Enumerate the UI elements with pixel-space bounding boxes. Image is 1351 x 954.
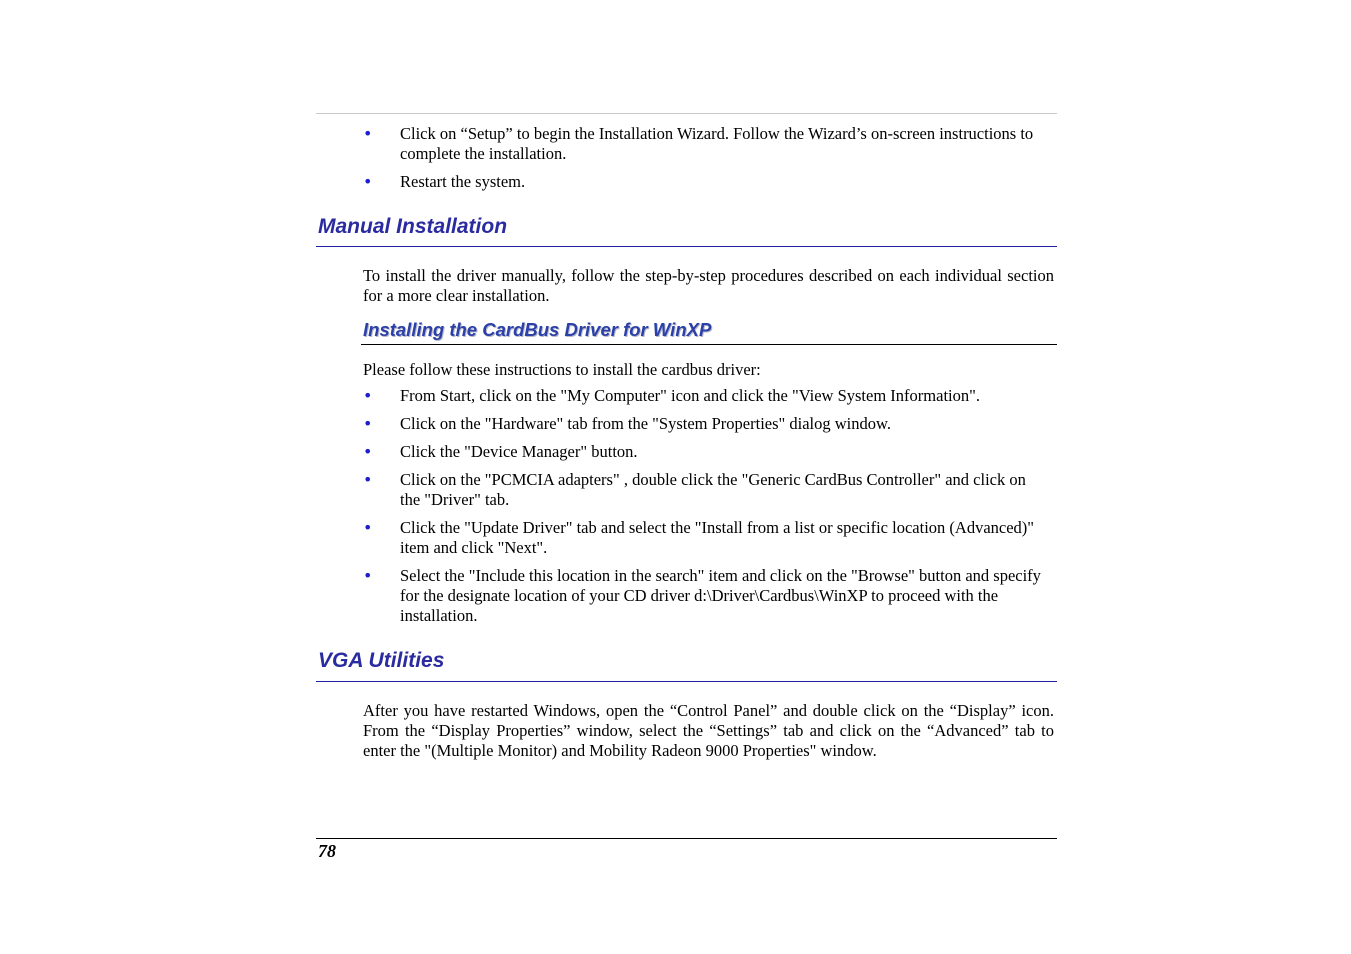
list-item-text: Click on the "PCMCIA adapters" , double click the "Generic CardBus Controller" and click on the "Driver" tab. — [400, 470, 1026, 509]
bullet-icon: • — [363, 386, 373, 405]
footer-rule — [316, 838, 1057, 839]
list-item-text: Click on “Setup” to begin the Installation Wizard. Follow the Wizard’s on-screen instructions to complete the installation. — [400, 124, 1034, 163]
list-item-text: Click the "Device Manager" button. — [400, 442, 638, 461]
list-item — [363, 518, 1043, 558]
bullet-icon: • — [363, 518, 373, 537]
list-item-text: Select the "Include this location in the search" item and click on the "Browse" button and specify for the designate location of your CD driver d:\Driver\Cardbus\WinXP to proceed with the installation. — [400, 566, 1041, 625]
cardbus-heading: Installing the CardBus Driver for WinXP — [363, 319, 712, 340]
list-item — [363, 566, 1043, 626]
bullet-icon: • — [363, 414, 373, 433]
heading-rule — [316, 246, 1057, 247]
list-item — [363, 470, 1043, 510]
list-item — [363, 124, 1043, 164]
bullet-icon: • — [363, 442, 373, 461]
bullet-icon: • — [363, 470, 373, 489]
list-item — [363, 172, 1043, 192]
bullet-icon: • — [363, 124, 373, 143]
list-item — [363, 386, 1043, 406]
vga-utilities-paragraph: After you have restarted Windows, open the “Control Panel” and double click on the “Display” icon. From the “Display Properties” window, select the “Settings” tab and click on the “Advanced” tab to enter the "(Multiple Monitor) and Mobility Radeon 9000 Properties" window. — [363, 701, 1054, 760]
page-number: 78 — [318, 841, 336, 861]
bullet-icon: • — [363, 566, 373, 585]
bullet-icon: • — [363, 172, 373, 191]
list-item-text: Click on the "Hardware" tab from the "System Properties" dialog window. — [400, 414, 891, 433]
header-rule — [316, 113, 1057, 114]
heading-rule — [316, 681, 1057, 682]
subheading-rule — [361, 344, 1057, 345]
cardbus-bullet-list — [363, 386, 1043, 626]
cardbus-intro: Please follow these instructions to install the cardbus driver: — [363, 360, 761, 379]
list-item — [363, 414, 1043, 434]
list-item — [363, 442, 1043, 462]
list-item-text: Click the "Update Driver" tab and select the "Install from a list or specific location (Advanced)" item and click "Next". — [400, 518, 1035, 557]
vga-utilities-heading: VGA Utilities — [318, 649, 445, 672]
list-item-text: From Start, click on the "My Computer" icon and click the "View System Information". — [400, 386, 980, 405]
intro-bullet-list — [363, 124, 1043, 192]
manual-installation-heading: Manual Installation — [318, 215, 508, 238]
list-item-text: Restart the system. — [400, 172, 526, 191]
manual-installation-paragraph: To install the driver manually, follow the step-by-step procedures described on each individual section for a more clear installation. — [363, 266, 1054, 305]
